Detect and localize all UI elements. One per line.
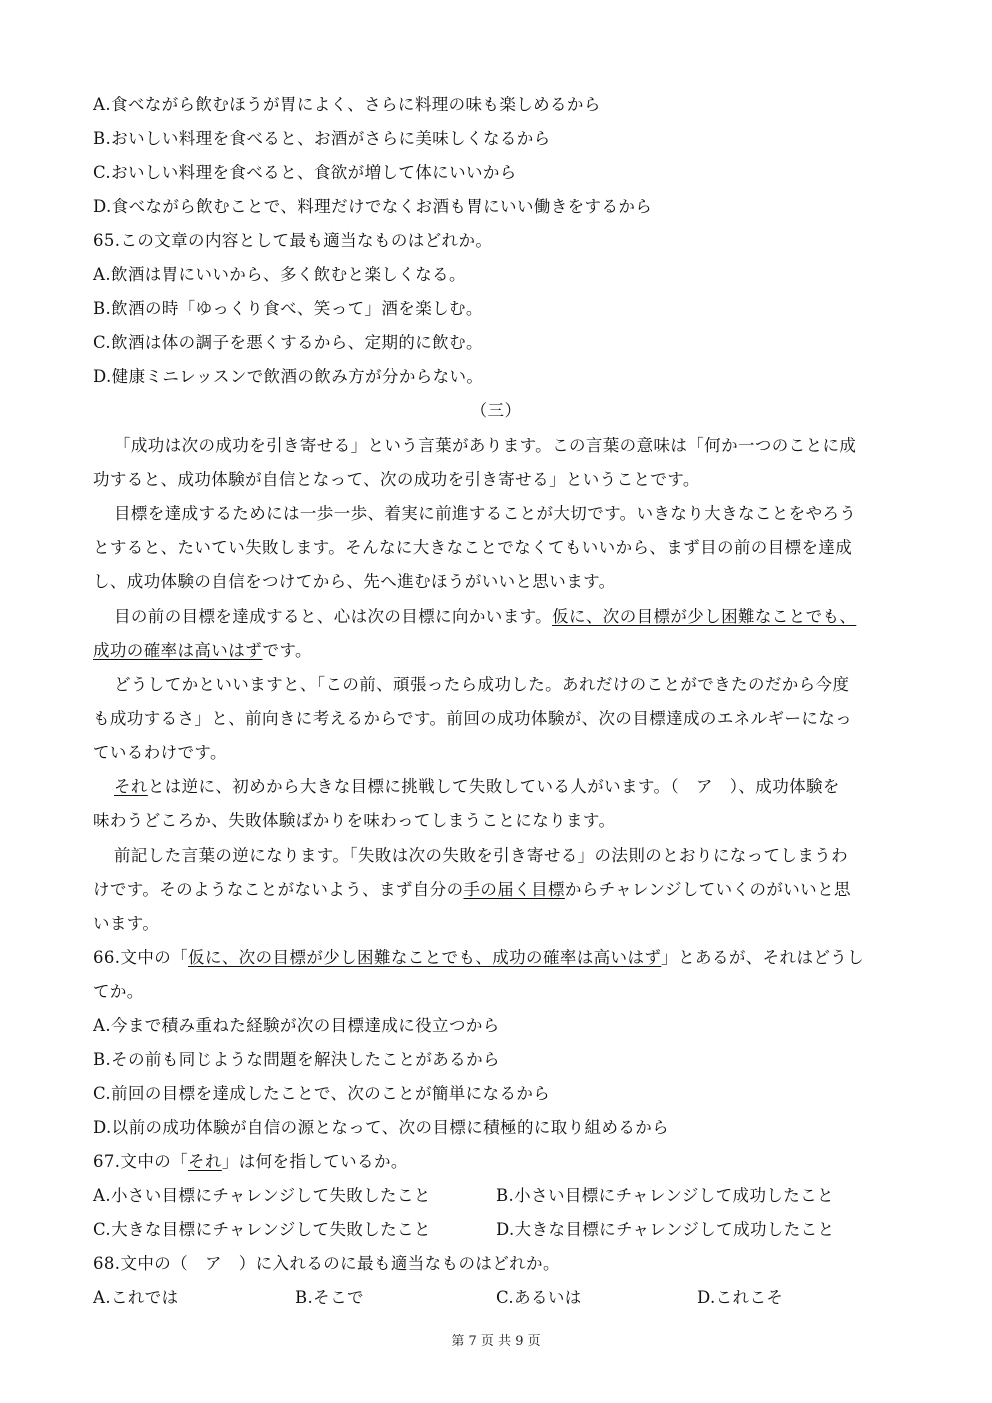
q67-option-b: B.小さい目標にチャレンジして成功したこと [496,1186,834,1205]
q66-stem-b: 」とあるが、それはどうし [661,948,865,967]
q66-stem-line2: てか。 [93,982,144,1001]
q67-stem-a: 67.文中の「 [93,1152,189,1171]
q65-option-a: A.飲酒は胃にいいから、多く飲むと楽しくなる。 [93,265,466,284]
q66-option-d: D.以前の成功体験が自信の源となって、次の目標に積極的に取り組めるから [93,1118,670,1137]
passage-p2-line1: 目標を達成するためには一歩一歩、着実に前進することが大切です。いきなり大きなことをやろう [114,504,857,523]
q66-option-a: A.今まで積み重ねた経験が次の目標達成に役立つから [93,1016,500,1035]
passage-p5-text: とは逆に、初めから大きな目標に挑戦して失敗している人がいます。（ ア ）、成功体験を [147,777,840,796]
q65-stem: 65.この文章の内容として最も適当なものはどれか。 [93,231,493,250]
q65-option-b: B.飲酒の時「ゆっくり食べ、笑って」酒を楽しむ。 [93,299,483,318]
q64-option-d: D.食べながら飲むことで、料理だけでなくお酒も胃にいい働きをするから [93,197,653,216]
passage-p1-line2: 功すると、成功体験が自信となって、次の成功を引き寄せる」ということです。 [93,470,700,489]
passage-p6-line2 [93,880,892,900]
passage-p4-line1: どうしてかといいますと、「この前、頑張ったら成功した。あれだけのことができたのだから今度 [114,675,850,694]
q66-stem-underlined: 仮に、次の目標が少し困難なことでも、成功の確率は高いはず [188,948,662,967]
q67-stem-b: 」は何を指しているか。 [221,1152,408,1171]
q67-option-a: A.小さい目標にチャレンジして失敗したこと [93,1186,431,1205]
passage-p6-text-b: からチャレンジしていくのがいいと思 [564,880,851,899]
q67-stem-underlined: それ [188,1152,222,1171]
q65-option-d: D.健康ミニレッスンで飲酒の飲み方が分からない。 [93,367,484,386]
q68-option-b: B.そこで [295,1288,364,1307]
passage-p4-line2: も成功するさ」と、前向きに考えるからです。前回の成功体験が、次の目標達成のエネルギーになっ [93,709,853,728]
passage-p6-line1: 前記した言葉の逆になります。「失敗は次の失敗を引き寄せる」の法則のとおりになってしまうわ [114,846,849,865]
q67-option-d: D.大きな目標にチャレンジして成功したこと [496,1220,835,1239]
passage-p4-line3: ているわけです。 [93,743,227,762]
q64-option-a: A.食べながら飲むほうが胃によく、さらに料理の味も楽しめるから [93,95,601,114]
underlined-word-67: それ [114,777,148,796]
passage-p5-line2: 味わうどころか、失敗体験ばかりを味わってしまうことになります。 [93,811,616,830]
q66-stem-a: 66.文中の「 [93,948,189,967]
passage-p3-text: 目の前の目標を達成すると、心は次の目標に向かいます。 [114,607,553,626]
q66-option-c: C.前回の目標を達成したことで、次のことが簡単になるから [93,1084,551,1103]
q68-option-d: D.これこそ [697,1288,784,1307]
section-title: （三） [470,401,522,420]
passage-p6-line3: います。 [93,914,160,933]
page-footer: 第 7 页 共 9 页 [451,1334,541,1349]
q65-option-c: C.飲酒は体の調子を悪くするから、定期的に飲む。 [93,333,483,352]
q66-stem [93,948,892,968]
q64-option-c: C.おいしい料理を食べると、食欲が増して体にいいから [93,163,517,182]
passage-p2-line3: し、成功体験の自信をつけてから、先へ進むほうがいいと思います。 [93,572,616,591]
q68-stem: 68.文中の（ ア ）に入れるのに最も適当なものはどれか。 [93,1254,560,1273]
underlined-phrase-66: 仮に、次の目標が少し困難なことでも、 [552,607,857,626]
underlined-phrase-66-cont: 成功の確率は高いはず [93,641,263,660]
q68-option-a: A.これでは [93,1288,179,1307]
q67-stem [93,1152,892,1172]
q68-option-c: C.あるいは [496,1288,582,1307]
passage-p2-line2: とすると、たいてい失敗します。そんなに大きなことでなくてもいいから、まず目の前の目標を達成 [93,538,853,557]
passage-p3-line1 [93,607,892,627]
passage-p5-line1 [93,777,892,797]
passage-p3-tail: です。 [262,641,312,660]
q66-option-b: B.その前も同じような問題を解決したことがあるから [93,1050,500,1069]
underlined-phrase-target: 手の届く目標 [463,880,565,899]
passage-p1-line1: 「成功は次の成功を引き寄せる」という言葉があります。この言葉の意味は「何か一つのことに成 [114,436,857,455]
q64-option-b: B.おいしい料理を食べると、お酒がさらに美味しくなるから [93,129,551,148]
passage-p6-text-a: けです。そのようなことがないよう、まず自分の [93,880,464,899]
passage-p3-line2 [93,641,892,661]
q67-option-c: C.大きな目標にチャレンジして失敗したこと [93,1220,431,1239]
